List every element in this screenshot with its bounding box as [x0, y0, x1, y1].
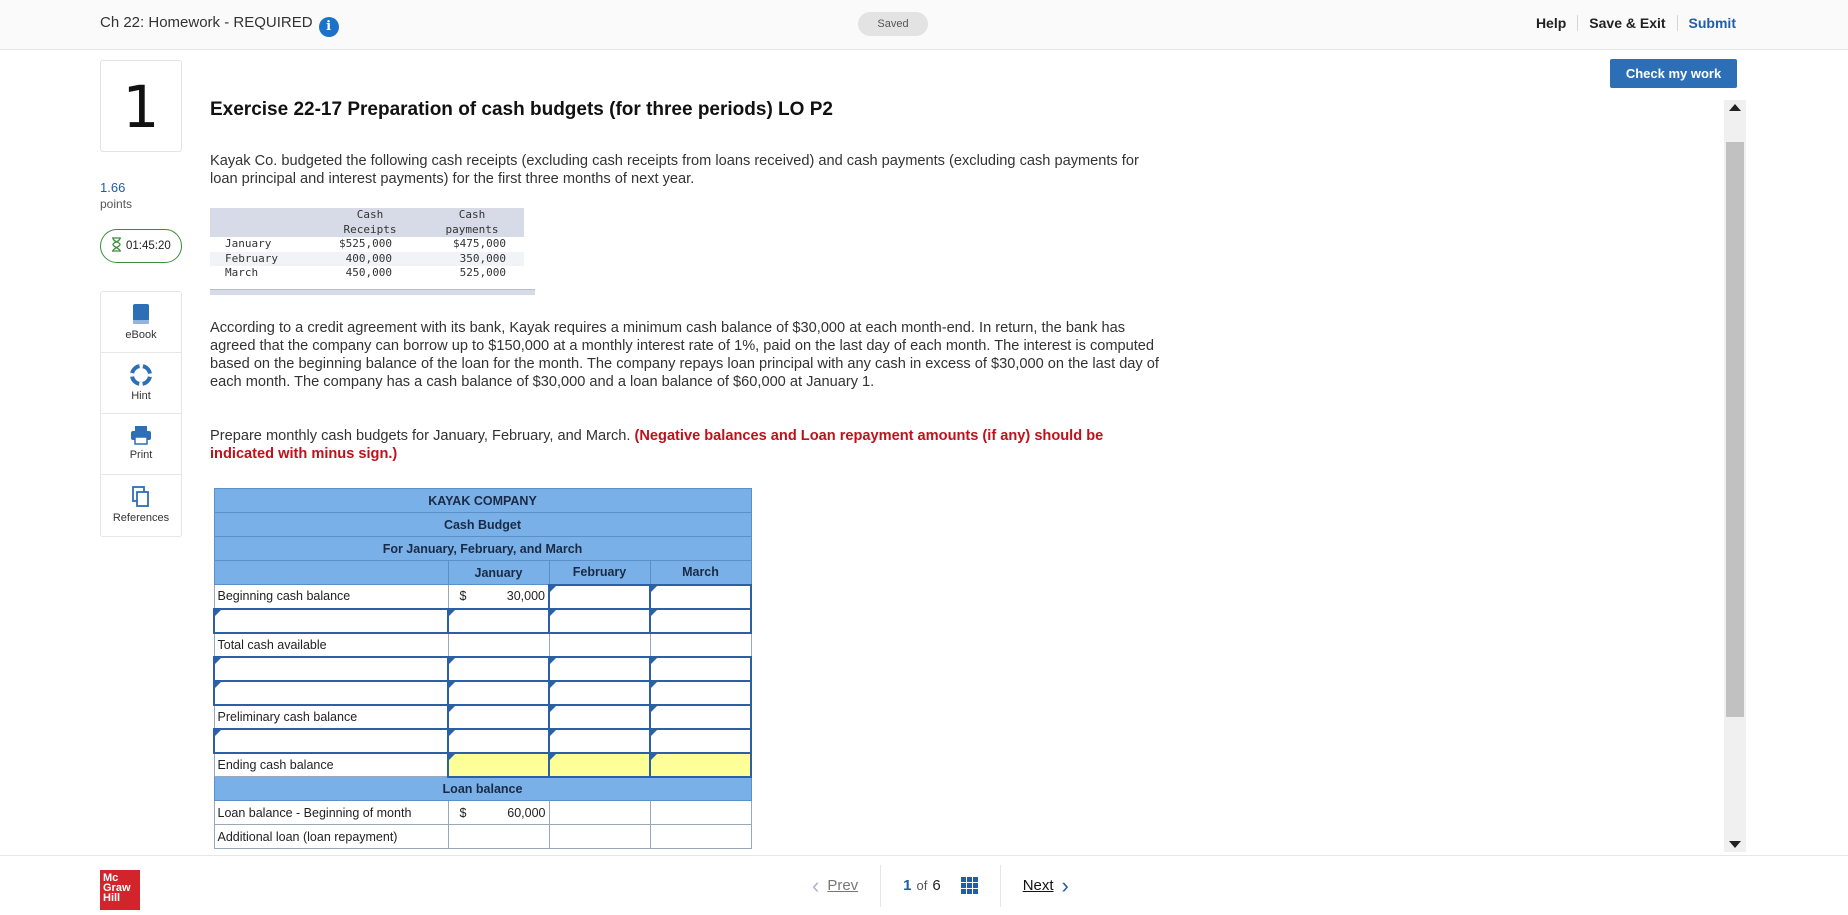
table-row	[214, 633, 751, 657]
table-row	[214, 753, 751, 777]
table-row	[214, 585, 751, 609]
table-row	[214, 657, 751, 681]
preliminary-january-input[interactable]	[448, 705, 549, 729]
help-link[interactable]: Help	[1535, 15, 1567, 31]
additional-loan-january	[448, 825, 549, 849]
next-button[interactable]: Next ›	[1000, 865, 1091, 907]
mcgraw-hill-logo: Mc Graw Hill	[100, 870, 140, 910]
content-scrollbar[interactable]	[1724, 100, 1746, 852]
ending-cash-february-input[interactable]	[549, 753, 650, 777]
tools-panel	[100, 291, 182, 537]
january-input[interactable]	[448, 609, 549, 633]
beginning-cash-february-input[interactable]	[549, 585, 650, 609]
scrollbar-thumb[interactable]	[1726, 142, 1744, 717]
given-row: March 450,000 525,000	[210, 266, 524, 281]
references-button[interactable]: References	[101, 475, 181, 536]
beginning-cash-january: $ 30,000	[448, 585, 549, 609]
question-grid-icon[interactable]	[961, 877, 978, 894]
january-input[interactable]	[448, 657, 549, 681]
book-icon	[131, 303, 151, 325]
additional-loan-march	[650, 825, 751, 849]
total-cash-february	[549, 633, 650, 657]
payment-label-input[interactable]	[214, 681, 448, 705]
pagination	[790, 856, 1091, 915]
table-row	[214, 609, 751, 633]
scroll-down-arrow-icon[interactable]	[1729, 841, 1741, 848]
table-row	[214, 801, 751, 825]
column-january: January	[448, 561, 549, 585]
saved-status-badge: Saved	[858, 12, 928, 36]
february-input[interactable]	[549, 657, 650, 681]
loan-beginning-march	[650, 801, 751, 825]
instruction-warning: (Negative balances and Loan repayment amounts (if any) should be indicated with minus sign.)	[210, 428, 1104, 462]
table-row	[214, 681, 751, 705]
january-input[interactable]	[448, 729, 549, 753]
total-cash-march	[650, 633, 751, 657]
company-name: KAYAK COMPANY	[214, 489, 751, 513]
chevron-left-icon: ‹	[812, 872, 820, 898]
given-table-scrollbar[interactable]	[210, 289, 535, 295]
points-value: 1.66	[100, 180, 126, 195]
table-row	[214, 729, 751, 753]
info-icon[interactable]: i	[319, 17, 339, 37]
cash-receipts-label-input[interactable]	[214, 609, 448, 633]
documents-icon	[131, 486, 151, 508]
submit-link[interactable]: Submit	[1677, 15, 1736, 31]
prev-button[interactable]: ‹ Prev	[812, 872, 859, 898]
ending-cash-january-input[interactable]	[448, 753, 549, 777]
lifebuoy-icon	[130, 364, 152, 386]
march-input[interactable]	[650, 729, 751, 753]
budget-period: For January, February, and March	[214, 537, 751, 561]
total-cash-january	[448, 633, 549, 657]
total-cash-label: Total cash available	[214, 633, 448, 657]
loan-activity-label-input[interactable]	[214, 729, 448, 753]
march-input[interactable]	[650, 657, 751, 681]
given-header-row: Cash Cash	[210, 208, 524, 223]
page-indicator: 1 of 6	[880, 865, 1000, 907]
payment-label-input[interactable]	[214, 657, 448, 681]
loan-beginning-label: Loan balance - Beginning of month	[214, 801, 448, 825]
additional-loan-label: Additional loan (loan repayment)	[214, 825, 448, 849]
loan-beginning-january: $ 60,000	[448, 801, 549, 825]
exercise-title: Exercise 22-17 Preparation of cash budgets (for three periods) LO P2	[210, 99, 833, 120]
budget-title: Cash Budget	[214, 513, 751, 537]
march-input[interactable]	[650, 609, 751, 633]
terms-paragraph: According to a credit agreement with its bank, Kayak requires a minimum cash balance of $30,000 at each month-end. In return, the bank has agreed that the company can borrow up to $150,000 at a monthly interest rate of 1%, paid on the last day of each month. The interest is computed based on the beginning balance of the loan for the month. The company repays loan principal with any cash in excess of $30,000 on the last day of each month. The company has a cash balance of $30,000 and a loan balance of $60,000 at January 1.	[210, 320, 1159, 390]
points-display	[100, 180, 132, 212]
print-button[interactable]: Print	[101, 414, 181, 475]
table-row	[214, 825, 751, 849]
scroll-up-arrow-icon[interactable]	[1729, 104, 1741, 111]
chevron-right-icon: ›	[1061, 872, 1069, 898]
preliminary-february-input[interactable]	[549, 705, 650, 729]
intro-paragraph: Kayak Co. budgeted the following cash receipts (excluding cash receipts from loans received) and cash payments (excluding cash payments for loan principal and interest payments) for the first three months of next year.	[210, 153, 1139, 187]
check-my-work-button[interactable]: Check my work	[1610, 59, 1737, 88]
beginning-cash-label: Beginning cash balance	[214, 585, 448, 609]
hourglass-icon	[111, 237, 122, 252]
additional-loan-february	[549, 825, 650, 849]
loan-beginning-february	[549, 801, 650, 825]
ending-cash-label: Ending cash balance	[214, 753, 448, 777]
beginning-cash-march-input[interactable]	[650, 585, 751, 609]
column-march: March	[650, 561, 751, 585]
save-exit-link[interactable]: Save & Exit	[1577, 15, 1676, 31]
column-february: February	[549, 561, 650, 585]
top-bar	[0, 0, 1848, 50]
hint-button[interactable]: Hint	[101, 353, 181, 414]
february-input[interactable]	[549, 681, 650, 705]
assignment-title: Ch 22: Homework - REQUIRED i	[100, 14, 339, 37]
loan-balance-header: Loan balance	[214, 777, 751, 801]
bottom-bar	[0, 855, 1848, 914]
ebook-button[interactable]: eBook	[101, 292, 181, 353]
given-header-row: Receipts payments	[210, 223, 524, 238]
ending-cash-march-input[interactable]	[650, 753, 751, 777]
instruction-paragraph: Prepare monthly cash budgets for January, February, and March. (Negative balances and Loan repayment amounts (if any) should be indicated with minus sign.)	[210, 428, 1104, 462]
march-input[interactable]	[650, 681, 751, 705]
february-input[interactable]	[549, 729, 650, 753]
given-row: February 400,000 350,000	[210, 252, 524, 267]
printer-icon	[130, 425, 152, 445]
january-input[interactable]	[448, 681, 549, 705]
given-row: January $525,000 $475,000	[210, 237, 524, 252]
given-data-table	[210, 208, 524, 281]
top-links	[1525, 15, 1736, 31]
cash-budget-table	[213, 488, 752, 849]
february-input[interactable]	[549, 609, 650, 633]
preliminary-march-input[interactable]	[650, 705, 751, 729]
header-spacer	[214, 561, 448, 585]
timer: 01:45:20	[100, 229, 182, 263]
question-number: 1	[100, 60, 182, 152]
table-row	[214, 705, 751, 729]
points-label: points	[100, 197, 133, 211]
preliminary-cash-label: Preliminary cash balance	[214, 705, 448, 729]
